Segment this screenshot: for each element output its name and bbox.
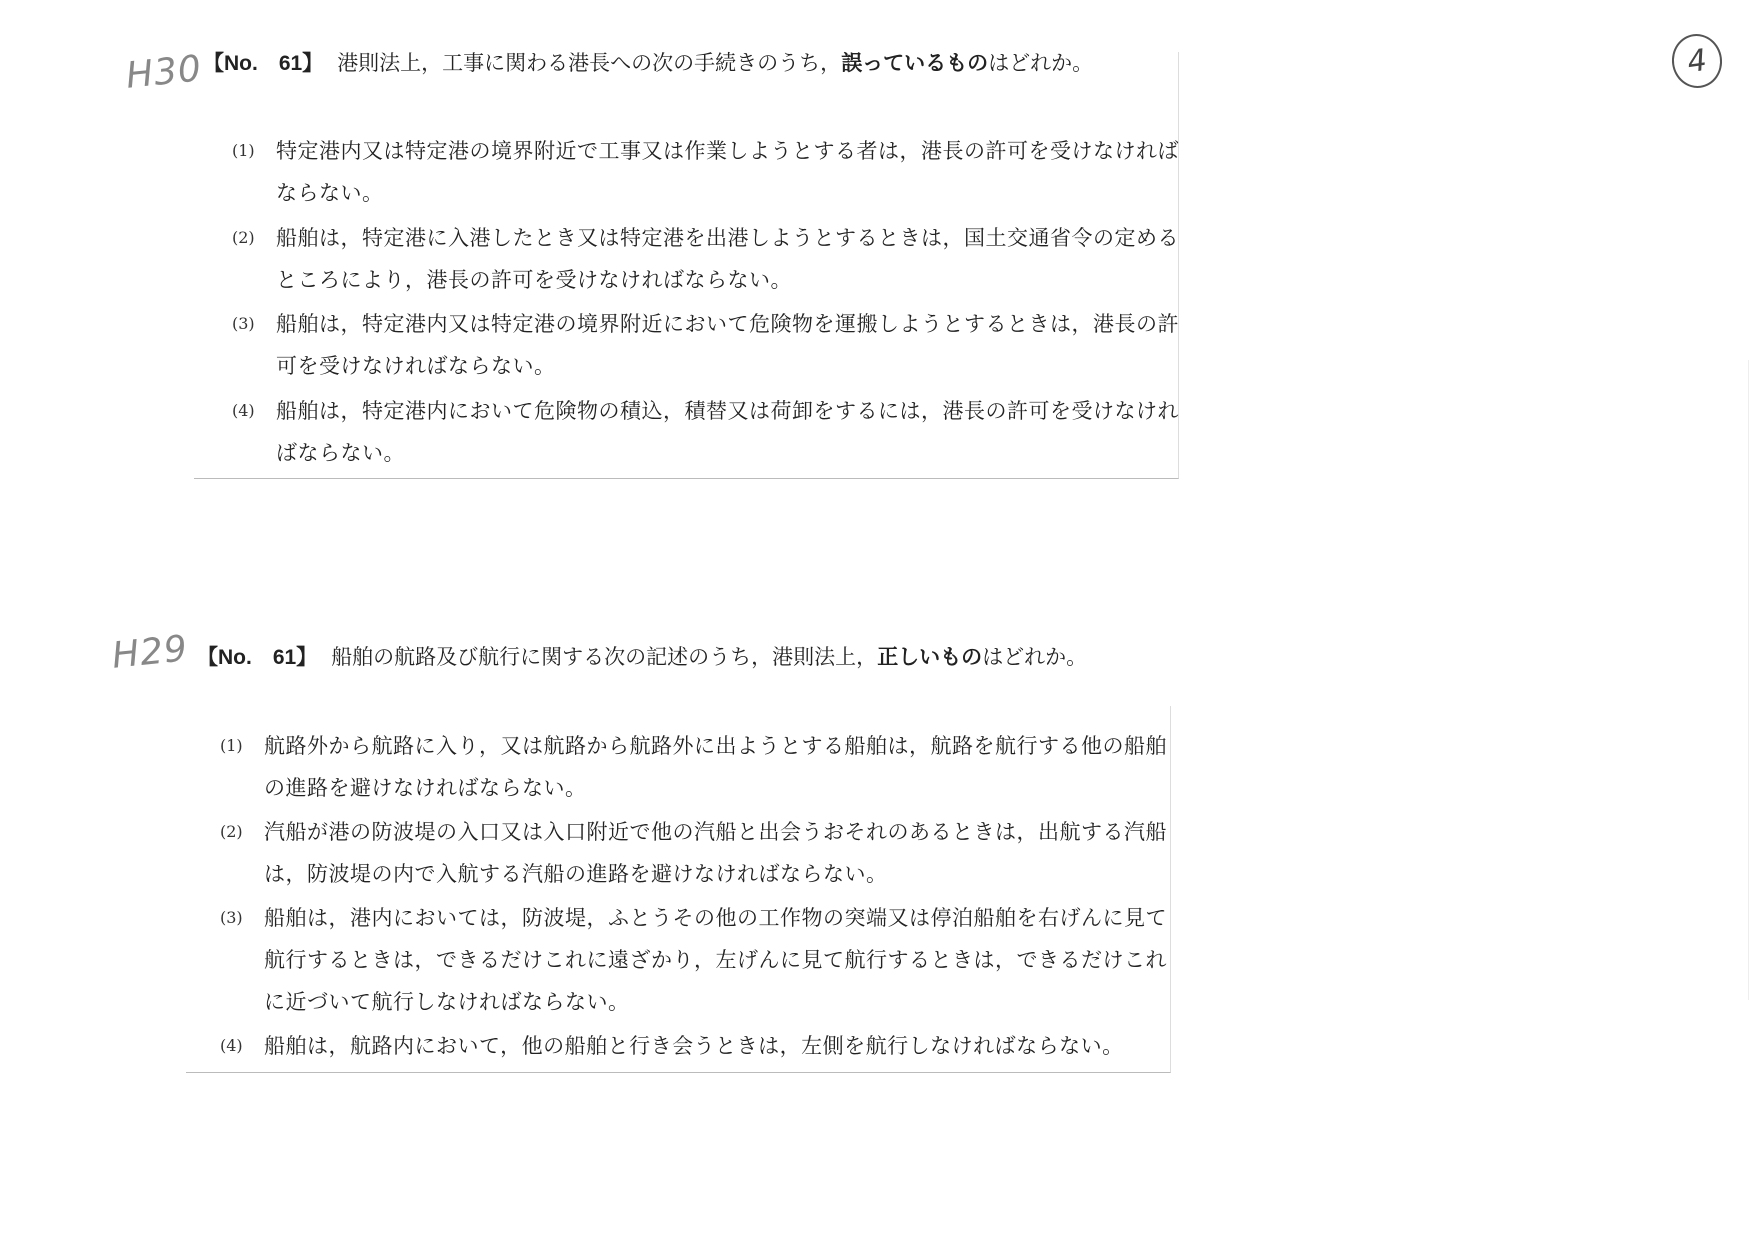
choice-text: 船舶は，航路内において，他の船舶と行き会うときは，左側を航行しなければならない。	[264, 1034, 1124, 1058]
question-2-stem-post: はどれか。	[982, 645, 1088, 669]
year-note-h29: H29	[110, 628, 190, 677]
choice-text: 船舶は，特定港に入港したとき又は特定港を出港しようとするときは，国土交通省令の定めるところにより，港長の許可を受けなければならない。	[276, 226, 1179, 292]
choice-number: (1)	[220, 736, 243, 755]
question-1-stem-emphasis: 誤っているもの	[841, 51, 989, 75]
question-2-stem	[197, 642, 1087, 673]
year-note-h30: H30	[124, 48, 204, 97]
question-2-number: 【No. 61】	[197, 646, 318, 669]
page-number-mark	[1668, 31, 1725, 91]
choice-number: (4)	[232, 401, 255, 420]
choice-number: (1)	[232, 141, 255, 160]
choice-number: (4)	[220, 1036, 243, 1055]
choice-text: 特定港内又は特定港の境界附近で工事又は作業しようとする者は，港長の許可を受けなければならない。	[276, 139, 1179, 205]
choice-text: 船舶は，港内においては，防波堤，ふとうその他の工作物の突端又は停泊船舶を右げんに見て航行するときは，できるだけこれに遠ざかり，左げんに見て航行するときは，できるだけこれに近づいて航行しなければならない。	[264, 906, 1167, 1014]
choice-number: (2)	[220, 822, 243, 841]
choice-text: 航路外から航路に入り，又は航路から航路外に出ようとする船舶は，航路を航行する他の船舶の進路を避けなければならない。	[264, 734, 1167, 800]
question-2-stem-emphasis: 正しいもの	[877, 645, 983, 669]
choice-number: (3)	[220, 908, 243, 927]
choice-text: 船舶は，特定港内において危険物の積込，積替又は荷卸をするには，港長の許可を受けなければならない。	[276, 399, 1179, 465]
question-1-stem-pre: 港則法上，工事に関わる港長への次の手続きのうち，	[337, 51, 842, 75]
choice-number: (3)	[232, 314, 255, 333]
page-number: 4	[1685, 42, 1709, 80]
question-1-number: 【No. 61】	[203, 52, 324, 75]
question-2-stem-pre: 船舶の航路及び航行に関する次の記述のうち，港則法上，	[331, 645, 878, 669]
choice-text: 汽船が港の防波堤の入口又は入口附近で他の汽船と出会うおそれのあるときは，出航する汽船は，防波堤の内で入航する汽船の進路を避けなければならない。	[264, 820, 1167, 886]
choice-number: (2)	[232, 228, 255, 247]
scan-edge-line	[1748, 360, 1749, 1000]
question-1-stem-post: はどれか。	[988, 51, 1094, 75]
choice-text: 船舶は，特定港内又は特定港の境界附近において危険物を運搬しようとするときは，港長の許可を受けなければならない。	[276, 312, 1179, 378]
